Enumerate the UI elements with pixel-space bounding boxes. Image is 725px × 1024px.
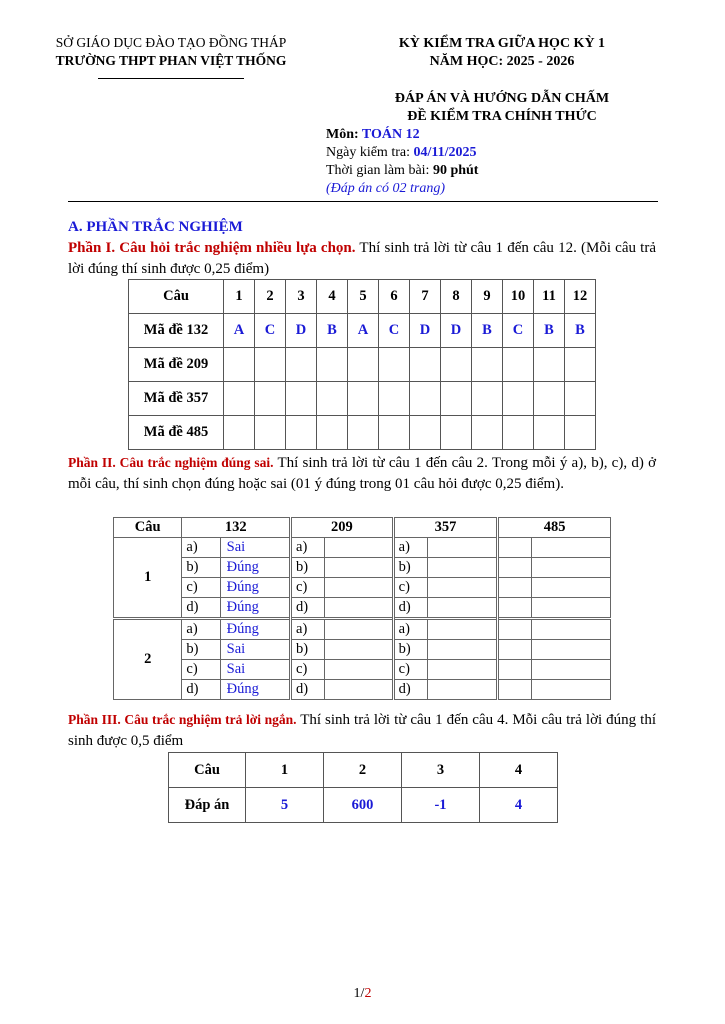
answer-cell: [427, 558, 497, 578]
question-number: 4: [480, 753, 558, 788]
answer-cell: [325, 640, 393, 660]
item-label: a): [182, 619, 220, 640]
part2-title: Phần II. Câu trắc nghiệm đúng sai.: [68, 455, 274, 470]
answer-cell: [532, 660, 611, 680]
answer-cell: [379, 416, 410, 450]
answer-cell: [532, 558, 611, 578]
part2-table: [113, 517, 611, 700]
item-label: d): [291, 598, 325, 619]
answer-cell: -1: [402, 788, 480, 823]
school-year: NĂM HỌC: 2025 - 2026: [429, 54, 575, 69]
answer-cell: [286, 348, 317, 382]
answer-cell: [427, 680, 497, 700]
exam-code-header: 485: [498, 518, 611, 538]
item-label: b): [291, 640, 325, 660]
item-label: d): [291, 680, 325, 700]
item-label: c): [393, 660, 427, 680]
answer-cell: [472, 348, 503, 382]
answer-cell: [224, 382, 255, 416]
answer-cell: [410, 382, 441, 416]
item-label: b): [393, 558, 427, 578]
question-number: 1: [246, 753, 324, 788]
subject-line: [326, 126, 478, 144]
answer-cell: [325, 538, 393, 558]
date-value: 04/11/2025: [413, 145, 477, 160]
item-label: [498, 619, 532, 640]
answer-cell: [532, 538, 611, 558]
page-current: 1/: [353, 986, 365, 1001]
header-divider: [68, 201, 658, 202]
answer-cell: [379, 382, 410, 416]
question-number: 5: [348, 280, 379, 314]
table-row: [129, 280, 596, 314]
item-label: d): [393, 680, 427, 700]
table-row: [129, 382, 596, 416]
answer-cell: Sai: [220, 538, 290, 558]
item-label: c): [393, 578, 427, 598]
date-label: Ngày kiểm tra:: [326, 145, 414, 160]
answer-cell: [379, 348, 410, 382]
answer-cell: [325, 558, 393, 578]
question-number: 3: [402, 753, 480, 788]
question-number: 8: [441, 280, 472, 314]
part3-title: Phần III. Câu trắc nghiệm trả lời ngắn.: [68, 712, 297, 727]
answer-cell: [224, 348, 255, 382]
part3-desc: Thí sinh trả lời từ câu 1 đến câu 4. Mỗi câu trả lời đúng thí sinh được 0,5 điểm: [68, 712, 656, 749]
answer-cell: Sai: [220, 640, 290, 660]
part1-desc: Thí sinh trả lời từ câu 1 đến câu 12. (Mỗi câu trả lời đúng thí sinh được 0,25 điểm): [68, 240, 656, 277]
table-row: [129, 348, 596, 382]
answer-cell: [532, 619, 611, 640]
table-row: [114, 660, 611, 680]
exam-meta: [326, 126, 478, 198]
question-number: 2: [324, 753, 402, 788]
answer-cell: C: [255, 314, 286, 348]
answer-cell: [534, 382, 565, 416]
answer-cell: B: [317, 314, 348, 348]
part3-table: [168, 752, 558, 823]
exam-code-cell: Mã đề 209: [129, 348, 224, 382]
answer-cell: [427, 578, 497, 598]
answer-cell: [441, 382, 472, 416]
answer-cell: [427, 640, 497, 660]
item-label: a): [393, 619, 427, 640]
answer-cell: [325, 660, 393, 680]
answer-cell: [286, 416, 317, 450]
item-label: a): [393, 538, 427, 558]
answer-cell: 5: [246, 788, 324, 823]
part1-table: [128, 279, 596, 450]
answer-cell: [317, 348, 348, 382]
item-label: b): [291, 558, 325, 578]
item-label: d): [393, 598, 427, 619]
answer-cell: [286, 382, 317, 416]
exam-code-cell: Mã đề 357: [129, 382, 224, 416]
exam-code-header: 209: [291, 518, 394, 538]
question-number: 11: [534, 280, 565, 314]
item-label: c): [291, 660, 325, 680]
page-note: (Đáp án có 02 trang): [326, 181, 445, 196]
part1-title: Phần I. Câu hỏi trắc nghiệm nhiều lựa chọn.: [68, 240, 356, 256]
exam-code-cell: Mã đề 485: [129, 416, 224, 450]
answer-cell: Đúng: [220, 578, 290, 598]
question-number: 1: [114, 538, 182, 619]
answer-cell: A: [348, 314, 379, 348]
answer-cell: [441, 416, 472, 450]
part1-intro: [68, 238, 656, 280]
answer-title-line-2: ĐỀ KIỂM TRA CHÍNH THỨC: [407, 109, 597, 124]
table-row: [114, 680, 611, 700]
exam-code-cell: Mã đề 132: [129, 314, 224, 348]
answer-cell: B: [534, 314, 565, 348]
page-number: [0, 986, 725, 1002]
item-label: [498, 558, 532, 578]
item-label: d): [182, 680, 220, 700]
answer-cell: [427, 660, 497, 680]
answer-cell: [534, 348, 565, 382]
question-number: 10: [503, 280, 534, 314]
item-label: c): [182, 578, 220, 598]
time-label: Thời gian làm bài:: [326, 163, 433, 178]
part2-header-cell: Câu: [114, 518, 182, 538]
answer-cell: [427, 538, 497, 558]
answer-cell: [255, 348, 286, 382]
item-label: [498, 598, 532, 619]
answer-cell: [532, 640, 611, 660]
exam-title: KỲ KIỂM TRA GIỮA HỌC KỲ 1: [398, 36, 606, 51]
answer-cell: Đúng: [220, 619, 290, 640]
item-label: d): [182, 598, 220, 619]
answer-cell: [410, 348, 441, 382]
table-row: [129, 416, 596, 450]
answer-cell: [427, 598, 497, 619]
answer-cell: [532, 578, 611, 598]
answer-cell: [534, 416, 565, 450]
question-number: 2: [255, 280, 286, 314]
answer-cell: [255, 416, 286, 450]
exam-code-header: 132: [182, 518, 291, 538]
answer-cell: C: [379, 314, 410, 348]
part3-intro: [68, 709, 656, 752]
answer-cell: C: [503, 314, 534, 348]
answer-cell: 4: [480, 788, 558, 823]
time-line: [326, 162, 478, 180]
subject-value: TOÁN 12: [361, 127, 420, 142]
answer-header-cell: Đáp án: [169, 788, 246, 823]
answer-cell: B: [472, 314, 503, 348]
table-row: [169, 788, 558, 823]
table-row: [169, 753, 558, 788]
answer-cell: [255, 382, 286, 416]
answer-cell: D: [286, 314, 317, 348]
part2-desc: Thí sinh trả lời từ câu 1 đến câu 2. Trong mỗi ý a), b), c), d) ở mỗi câu, thí sinh chọn đúng hoặc sai (01 ý đúng trong 01 câu hỏi được 0,25 điểm).: [68, 455, 656, 492]
table-row: [114, 558, 611, 578]
answer-cell: [503, 416, 534, 450]
answer-cell: [410, 416, 441, 450]
answer-cell: Đúng: [220, 558, 290, 578]
part3-header-cell: Câu: [169, 753, 246, 788]
answer-cell: Sai: [220, 660, 290, 680]
exam-code-header: 357: [393, 518, 498, 538]
item-label: b): [182, 640, 220, 660]
answer-title: [352, 90, 652, 126]
answer-title-line-1: ĐÁP ÁN VÀ HƯỚNG DẪN CHẤM: [394, 91, 610, 106]
answer-cell: [503, 348, 534, 382]
item-label: c): [182, 660, 220, 680]
answer-cell: [325, 578, 393, 598]
item-label: a): [182, 538, 220, 558]
answer-cell: D: [441, 314, 472, 348]
header-right: [352, 35, 652, 71]
table-row: [114, 598, 611, 619]
answer-cell: [503, 382, 534, 416]
answer-cell: [317, 382, 348, 416]
answer-cell: A: [224, 314, 255, 348]
table-row: [114, 578, 611, 598]
table-row: [129, 314, 596, 348]
school-name: TRƯỜNG THPT PHAN VIỆT THỐNG: [55, 53, 287, 68]
answer-cell: [565, 382, 596, 416]
question-number: 3: [286, 280, 317, 314]
part2-intro: [68, 452, 656, 495]
item-label: c): [291, 578, 325, 598]
question-number: 6: [379, 280, 410, 314]
answer-cell: [532, 680, 611, 700]
question-number: 7: [410, 280, 441, 314]
item-label: [498, 680, 532, 700]
header-underline: [98, 78, 244, 79]
part1-header-cell: Câu: [129, 280, 224, 314]
answer-cell: [427, 619, 497, 640]
subject-label: Môn:: [326, 127, 362, 142]
item-label: a): [291, 538, 325, 558]
answer-cell: [532, 598, 611, 619]
answer-cell: [348, 416, 379, 450]
table-row: [114, 619, 611, 640]
section-a-title: A. PHẦN TRẮC NGHIỆM: [68, 219, 243, 235]
table-row: [114, 538, 611, 558]
date-line: [326, 144, 478, 162]
answer-cell: [441, 348, 472, 382]
answer-cell: [317, 416, 348, 450]
item-label: [498, 660, 532, 680]
table-row: [114, 640, 611, 660]
answer-cell: D: [410, 314, 441, 348]
page-total: 2: [364, 986, 372, 1001]
answer-cell: [325, 598, 393, 619]
header-left: [30, 34, 312, 79]
item-label: [498, 640, 532, 660]
answer-cell: [565, 348, 596, 382]
question-number: 4: [317, 280, 348, 314]
answer-cell: [224, 416, 255, 450]
table-row: [114, 518, 611, 538]
answer-cell: B: [565, 314, 596, 348]
item-label: b): [393, 640, 427, 660]
answer-cell: 600: [324, 788, 402, 823]
answer-cell: [325, 680, 393, 700]
question-number: 2: [114, 619, 182, 700]
answer-cell: [325, 619, 393, 640]
answer-cell: [472, 382, 503, 416]
question-number: 1: [224, 280, 255, 314]
answer-cell: Đúng: [220, 598, 290, 619]
department-name: SỞ GIÁO DỤC ĐÀO TẠO ĐỒNG THÁP: [55, 35, 287, 50]
answer-cell: [565, 416, 596, 450]
question-number: 9: [472, 280, 503, 314]
time-value: 90 phút: [432, 163, 479, 178]
item-label: [498, 538, 532, 558]
answer-cell: [472, 416, 503, 450]
question-number: 12: [565, 280, 596, 314]
answer-cell: Đúng: [220, 680, 290, 700]
item-label: [498, 578, 532, 598]
item-label: b): [182, 558, 220, 578]
answer-cell: [348, 382, 379, 416]
item-label: a): [291, 619, 325, 640]
answer-cell: [348, 348, 379, 382]
